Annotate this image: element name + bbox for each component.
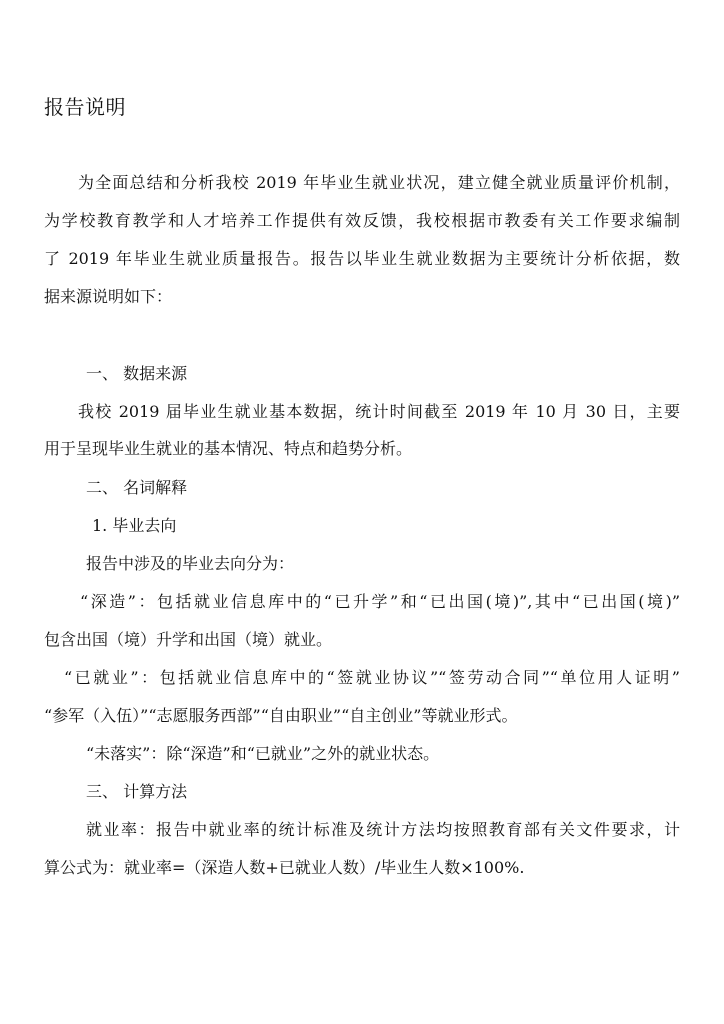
definition-3: “未落实”：除“深造”和“已就业”之外的就业状态。 [86,744,440,763]
section1-body-line-1: 我校 2019 届毕业生就业基本数据，统计时间截至 2019 年 10 月 30 日，主要 [78,402,680,421]
definition-2-line-2: “参军（入伍）”“志愿服务西部”“自由职业”“自主创业”等就业形式。 [44,706,518,725]
section2-heading: 二、 名词解释 [86,478,188,497]
section2-lead: 报告中涉及的毕业去向分为： [86,554,295,573]
section1-heading: 一、 数据来源 [86,364,188,383]
section1-body-line-2: 用于呈现毕业生就业的基本情况、特点和趋势分析。 [44,439,413,458]
definition-1-line-1: “深造”：包括就业信息库中的“已升学”和“已出国(境)”,其中“已出国(境)” [80,592,680,611]
intro-line-1: 为全面总结和分析我校 2019 年毕业生就业状况，建立健全就业质量评价机制， [78,173,680,192]
section3-body-line-2: 算公式为：就业率=（深造人数+已就业人数）/毕业生人数×100%. [44,858,525,877]
intro-line-3: 了 2019 年毕业生就业质量报告。报告以毕业生就业数据为主要统计分析依据，数 [44,249,680,268]
intro-line-2: 为学校教育教学和人才培养工作提供有效反馈，我校根据市教委有关工作要求编制 [44,211,680,230]
section3-body-line-1: 就业率：报告中就业率的统计标准及统计方法均按照教育部有关文件要求，计 [86,820,680,839]
page-title: 报告说明 [44,95,126,119]
intro-line-4: 据来源说明如下： [44,287,173,306]
definition-2-line-1: “已就业”：包括就业信息库中的“签就业协议”“签劳动合同”“单位用人证明” [64,668,680,687]
definition-1-line-2: 包含出国（境）升学和出国（境）就业。 [44,630,333,649]
section3-heading: 三、 计算方法 [86,782,188,801]
section2-subheading: 1. 毕业去向 [92,516,177,535]
